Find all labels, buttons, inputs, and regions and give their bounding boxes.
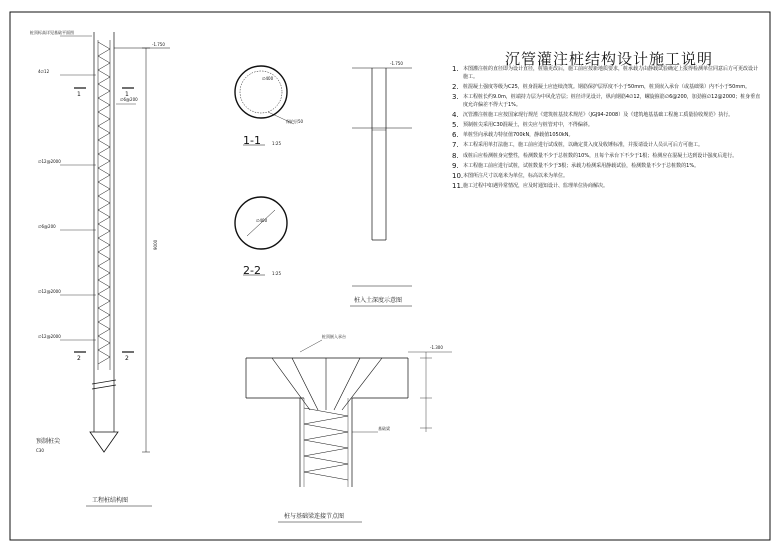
note-text: 本图灌注桩的直径即为设计直径，桩锚更改后，施工前应按新地质要求，桩承载力由静载试验确定上报得检测单位同意后方可更改设计施工。 <box>463 66 759 80</box>
note-item <box>452 153 762 161</box>
note-text: 本工程施工前应进行试桩，试桩数量不少于3根；承载力检测采用静载试验，检测数量不少于总桩数的1%。 <box>463 162 700 169</box>
note-item <box>452 173 762 181</box>
caption-pile-structure: 工程桩结构图 <box>92 497 129 504</box>
embed-depth-drawing <box>352 68 412 286</box>
note-text: 桩混凝土强度等级为C25，桩身混凝土应连续浇筑。钢筋保护层厚度不小于50mm，桩顶嵌入承台（或基础梁）内不小于50mm。 <box>463 83 751 90</box>
section-mark-2-left: 2 <box>77 355 81 362</box>
note-item <box>452 84 762 92</box>
caption-section-2-2-scale: 1:25 <box>272 271 281 276</box>
caption-pile-tip: 预制桩尖 <box>36 438 61 445</box>
label-pile-top-note: 桩顶标高详见基础平面图 <box>30 30 74 35</box>
label-pile-length: 9000 <box>153 239 158 250</box>
label-ring: ∅12@2000 <box>38 159 61 164</box>
label-ring-3: ∅12@2000 <box>38 334 61 339</box>
note-item <box>452 122 762 130</box>
caption-pile-tip-grade: C30 <box>36 448 44 453</box>
caption-section-2-2: 2-2 <box>243 264 261 277</box>
note-number: 2. <box>452 82 459 91</box>
label-dia-1: ∅400 <box>262 76 274 81</box>
section-mark-1-right: 1 <box>125 91 129 98</box>
notes-title: 沉管灌注桩结构设计施工说明 <box>505 50 714 68</box>
note-item <box>452 183 762 191</box>
note-text: 预制桩尖采用C30混凝土，桩尖应与桩管对中，不得偏斜。 <box>463 121 593 128</box>
note-number: 8. <box>452 151 459 160</box>
joint-spiral-stirrup <box>304 408 348 480</box>
joint-detail-drawing <box>246 340 452 487</box>
note-text: 沉管灌注桩施工应按国家现行规范《建筑桩基技术规范》（JGJ94-2008）及《建筑地基基础工程施工质量验收规范》执行。 <box>463 111 734 118</box>
note-number: 11. <box>452 182 464 191</box>
note-item <box>452 163 762 171</box>
label-embed-level: -1.750 <box>390 61 403 66</box>
caption-section-1-1: 1-1 <box>243 134 261 147</box>
note-number: 1. <box>452 65 459 73</box>
note-number: 5. <box>452 120 459 129</box>
note-item <box>452 94 762 109</box>
label-beam-note: 基础梁 <box>378 426 390 431</box>
note-item <box>452 112 762 120</box>
label-hoop-2: ∅6@200 <box>38 224 56 229</box>
label-ring-2: ∅12@2000 <box>38 289 61 294</box>
label-cover: 保护层50 <box>286 119 304 124</box>
label-joint-level: -1.300 <box>430 345 443 350</box>
note-text: 单桩竖向承载力特征值700kN，静载值1050kN。 <box>463 132 574 139</box>
label-rebar-main: 4∅12 <box>38 69 50 74</box>
note-text: 成桩后应检测桩身完整性，检测数量不少于总桩数的10%，且每个承台下不少于1根；检测应在混凝土达到设计强度后进行。 <box>463 152 738 159</box>
caption-embed-depth: 桩入土深度示意图 <box>354 297 403 304</box>
note-text: 本工程桩长约9.0m，桩端持力层为中风化岩层；桩径详见设计，纵向钢筋4∅12，螺旋箍筋∅6@200，加劲箍∅12@2000；桩身垂直度允许偏差不得大于1%。 <box>463 93 761 108</box>
note-number: 6. <box>452 131 459 140</box>
caption-section-1-1-scale: 1:25 <box>272 141 281 146</box>
note-text: 本图所注尺寸以毫米为单位，标高以米为单位。 <box>463 172 569 179</box>
note-text: 本工程采用单打法施工，施工前应进行试成桩，以确定贯入度及收锤标准，并报请设计人员认可后方可施工。 <box>463 142 704 149</box>
note-item <box>452 132 762 140</box>
design-notes-list <box>452 66 762 193</box>
note-item <box>452 142 762 150</box>
label-dia-2: ∅400 <box>256 218 268 223</box>
label-hoop: ∅6@200 <box>120 97 138 102</box>
note-item <box>452 66 762 81</box>
note-text: 施工过程中如遇异常情况，应及时通知设计、监理单位协商解决。 <box>463 183 609 190</box>
section-mark-1-left: 1 <box>77 91 81 98</box>
label-cap-note: 桩顶嵌入承台 <box>322 334 346 339</box>
note-number: 3. <box>452 92 459 101</box>
note-number: 7. <box>452 141 459 150</box>
note-number: 10. <box>452 171 464 180</box>
caption-joint: 桩与基础梁连接节点图 <box>284 513 345 520</box>
note-number: 9. <box>452 161 459 170</box>
note-number: 4. <box>452 110 459 119</box>
section-mark-2-right: 2 <box>125 355 129 362</box>
label-level-top: -1.750 <box>152 42 165 47</box>
pile-spiral-stirrup <box>98 42 110 364</box>
